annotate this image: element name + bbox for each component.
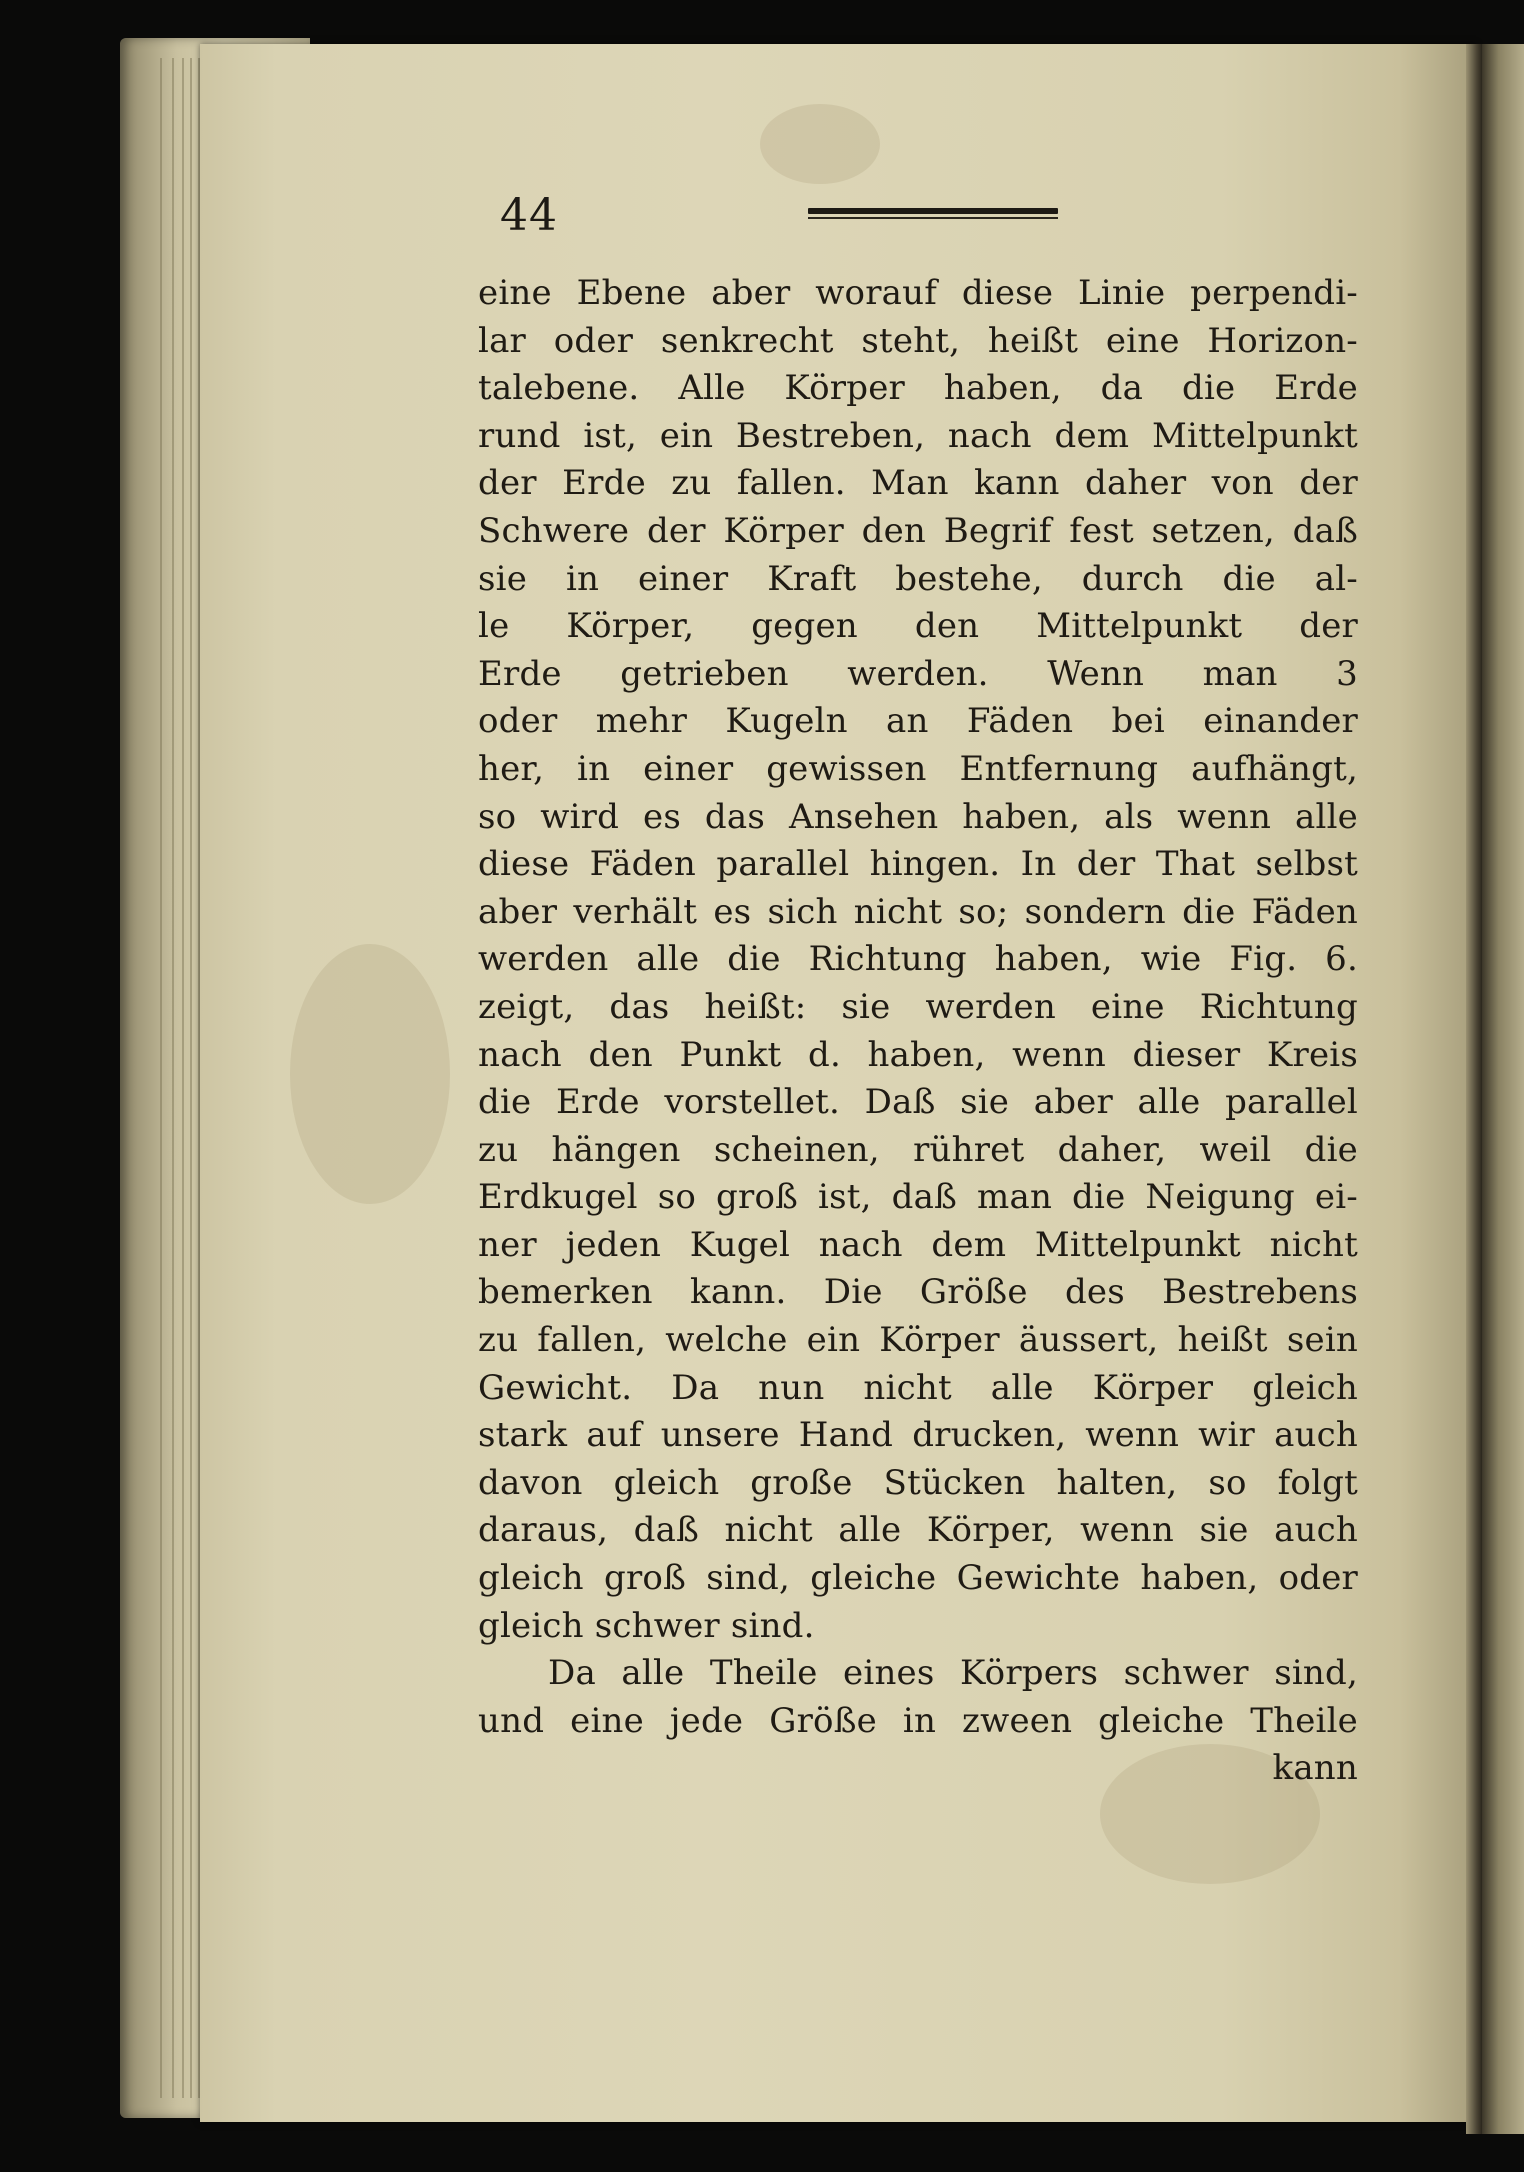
facing-page-edge [1482,44,1524,2134]
text-line: aber verhält es sich nicht so; sondern die Fäden [478,891,1358,932]
page-number: 44 [500,190,558,241]
text-line: lar oder senkrecht steht, heißt eine Horizon- [478,320,1358,361]
text-line: stark auf unsere Hand drucken, wenn wir auch [478,1415,1358,1456]
text-line: Erdkugel so groß ist, daß man die Neigung ei- [478,1177,1358,1218]
text-line: zu hängen scheinen, rühret daher, weil die [478,1129,1358,1170]
text-line: le Körper, gegen den Mittelpunkt der [478,606,1358,647]
text-line: daraus, daß nicht alle Körper, wenn sie auch [478,1510,1358,1551]
text-line: der Erde zu fallen. Man kann daher von der [478,463,1358,504]
paper-stain [760,104,880,184]
page-edge-line [190,58,192,2098]
text-line: zu fallen, welche ein Körper äussert, heißt sein [478,1320,1358,1361]
text-line: her, in einer gewissen Entfernung aufhängt, [478,748,1358,789]
text-line: davon gleich große Stücken halten, so folgt [478,1462,1358,1503]
text-line: Schwere der Körper den Begrif fest setzen, daß [478,510,1358,551]
page-edge-line [172,58,174,2098]
page-edge-line [160,58,162,2098]
text-line: talebene. Alle Körper haben, da die Erde [478,368,1358,409]
page-edge-line [182,58,184,2098]
text-line: die Erde vorstellet. Daß sie aber alle parallel [478,1082,1358,1123]
text-line: Erde getrieben werden. Wenn man 3 [478,653,1358,694]
catchword: kann [1272,1748,1358,1789]
header-rule [808,208,1058,214]
text-line: oder mehr Kugeln an Fäden bei einander [478,701,1358,742]
page-header [500,190,1370,250]
paper-stain [290,944,450,1204]
text-line: gleich schwer sind. [478,1605,815,1646]
text-line: eine Ebene aber worauf diese Linie perpendi- [478,273,1358,313]
text-line: ner jeden Kugel nach dem Mittelpunkt nicht [478,1224,1358,1265]
text-line: zeigt, das heißt: sie werden eine Richtung [478,986,1358,1027]
text-line: und eine jede Größe in zween gleiche Theile [478,1700,1358,1741]
text-line: Gewicht. Da nun nicht alle Körper gleich [478,1367,1358,1408]
text-line: nach den Punkt d. haben, wenn dieser Kreis [478,1034,1358,1075]
text-line: diese Fäden parallel hingen. In der That selbst [478,844,1358,885]
text-line: sie in einer Kraft bestehe, durch die al- [478,558,1358,599]
text-line: bemerken kann. Die Größe des Bestrebens [478,1272,1358,1313]
text-line: rund ist, ein Bestreben, nach dem Mittelpunkt [478,415,1358,456]
body-text [478,270,1358,1793]
text-line: Da alle Theile eines Körpers schwer sind, [548,1653,1358,1694]
text-line: werden alle die Richtung haben, wie Fig. 6. [478,939,1358,980]
text-line: so wird es das Ansehen haben, als wenn alle [478,796,1358,837]
text-line: gleich groß sind, gleiche Gewichte haben, oder [478,1558,1358,1599]
